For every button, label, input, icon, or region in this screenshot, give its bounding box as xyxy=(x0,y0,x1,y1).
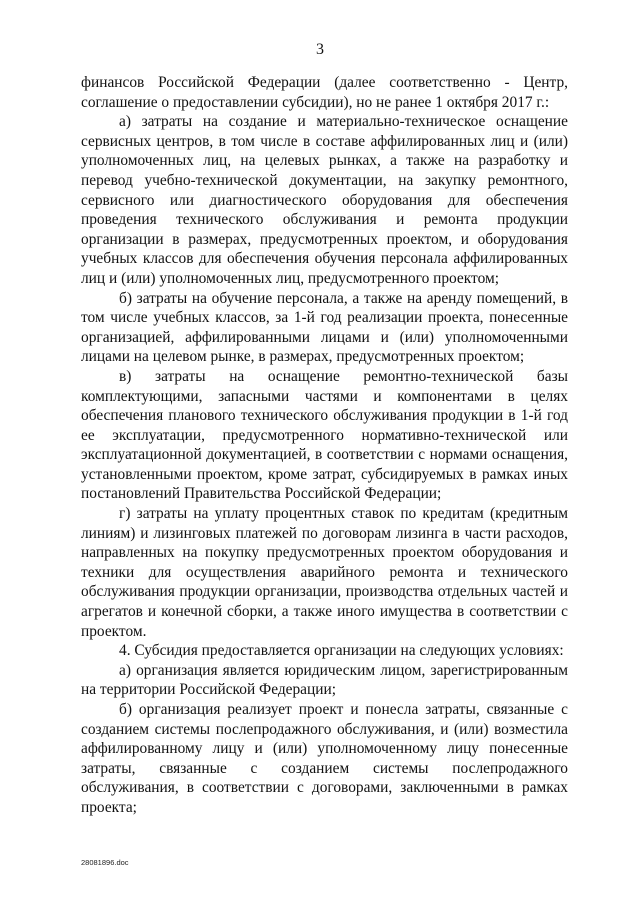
page-number: 3 xyxy=(316,41,324,58)
paragraph: б) организация реализует проект и понесла затраты, связанные с созданием системы послепродажного обслуживания, и (или) возместила аффилированному лицу и (или) уполномоченному лицу понесенные затраты, связанные с созданием системы послепродажного обслуживания, в соответствии с договорами, заключенными в рамках проекта; xyxy=(81,701,568,816)
paragraph: б) затраты на обучение персонала, а также на аренду помещений, в том числе учебных классов, за 1-й год реализации проекта, понесенные организацией, аффилированными лицами и (или) уполномоченными лицами на целевом рынке, в размерах, предусмотренных проектом; xyxy=(81,289,568,366)
paragraph: а) затраты на создание и материально-техническое оснащение сервисных центров, в том числе в составе аффилированных лиц и (или) уполномоченных лиц, на целевых рынках, а также на разработку и перевод учебно-технической документации, на закупку ремонтного, сервисного или диагностического оборудования для обеспечения проведения технического обслуживания и ремонта продукции организации в размерах, предусмотренных проектом, и оборудования учебных классов для обеспечения обучения персонала аффилированных лиц и (или) уполномоченных лиц, предусмотренного проектом; xyxy=(81,113,568,287)
document-body xyxy=(81,73,568,818)
paragraph: а) организация является юридическим лицом, зарегистрированным на территории Российской Федерации; xyxy=(81,661,568,699)
paragraph: в) затраты на оснащение ремонтно-технической базы комплектующими, запасными частями и компонентами в целях обеспечения планового технического обслуживания продукции в 1-й год ее эксплуатации, предусмотренного нормативно-технической или эксплуатационной документацией, в соответствии с нормами оснащения, установленными проектом, кроме затрат, субсидируемых в рамках иных постановлений Правительства Российской Федерации; xyxy=(81,367,568,503)
paragraph: г) затраты на уплату процентных ставок по кредитам (кредитным линиям) и лизинговых платежей по договорам лизинга в части расходов, направленных на покупку предусмотренных проектом оборудования и техники для осуществления аварийного ремонта и технического обслуживания продукции организации, производства отдельных частей и агрегатов и конечной сборки, а также иного имущества в соответствии с проектом. xyxy=(81,505,568,640)
document-filename: 28081896.doc xyxy=(81,858,129,867)
paragraph: финансов Российской Федерации (далее соответственно - Центр, соглашение о предоставлении субсидии), но не ранее 1 октября 2017 г.: xyxy=(81,74,568,111)
paragraph: 4. Субсидия предоставляется организации на следующих условиях: xyxy=(119,642,564,660)
